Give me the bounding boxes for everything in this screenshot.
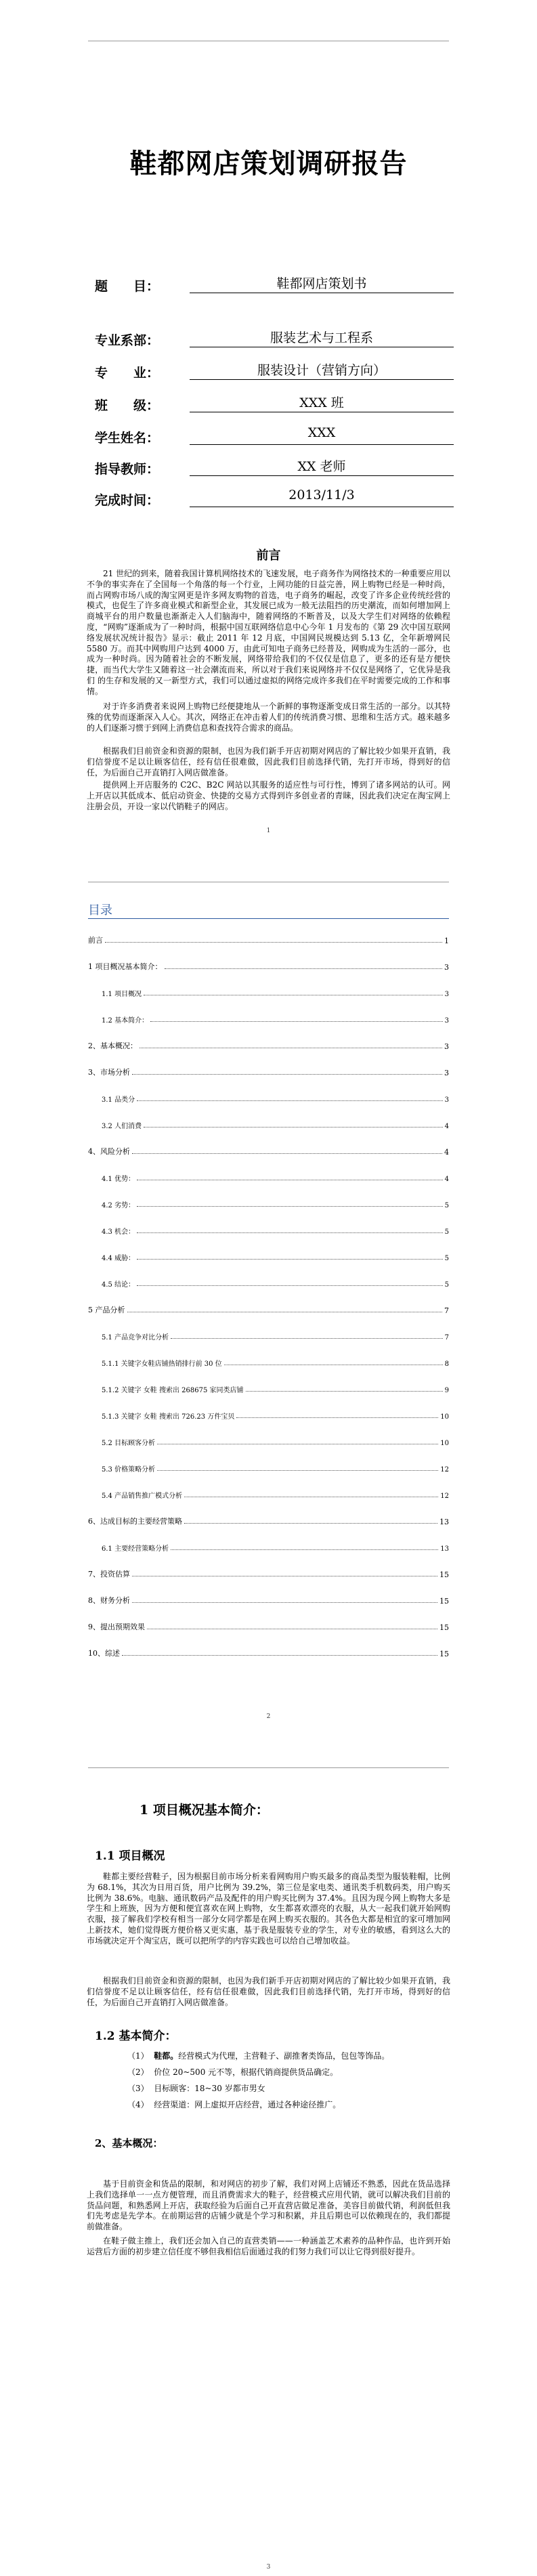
toc-subentry[interactable] xyxy=(102,1278,449,1289)
toc-entry-label: 5.2 目标顾客分析 xyxy=(102,1440,156,1447)
toc-subentry[interactable] xyxy=(102,1410,449,1421)
toc-entry-label: 8、财务分析 xyxy=(88,1596,130,1605)
toc-entry[interactable] xyxy=(88,1621,449,1632)
cover-value-date: 2013/11/3 xyxy=(288,488,355,502)
toc-entry-page: 13 xyxy=(439,1518,449,1526)
toc-entry[interactable] xyxy=(88,961,449,972)
toc-subentry[interactable] xyxy=(102,1251,449,1262)
toc-subentry[interactable] xyxy=(102,1172,449,1183)
toc-entry-page: 3 xyxy=(444,1069,449,1077)
toc-entry-page: 5 xyxy=(444,1202,449,1209)
page-number: 3 xyxy=(266,2564,271,2571)
toc-entry-label: 6、达成目标的主要经营策略 xyxy=(88,1517,182,1526)
toc-entry-label: 3.2 人们消费 xyxy=(102,1123,142,1130)
section-heading: 2、基本概况： xyxy=(95,2137,163,2149)
cover-underline xyxy=(190,444,454,445)
toc-subentry[interactable] xyxy=(102,1093,449,1104)
toc-entry-label: 10、综述 xyxy=(88,1649,120,1658)
list-item: （2） 价位 20~500 元不等，根据代销商提供货品确定。 xyxy=(127,2067,339,2077)
toc-leader-dots xyxy=(132,1153,442,1154)
cover-label-major: 专 业： xyxy=(95,366,160,381)
toc-subentry[interactable] xyxy=(102,1489,449,1500)
subsection-heading: 1.1 项目概况 xyxy=(95,1849,165,1863)
toc-subentry[interactable] xyxy=(102,1463,449,1474)
toc-entry[interactable] xyxy=(88,935,449,945)
toc-subentry[interactable] xyxy=(102,1014,449,1025)
toc-leader-dots xyxy=(165,968,443,969)
toc-entry-page: 15 xyxy=(439,1597,449,1606)
toc-entry-page: 5 xyxy=(444,1228,449,1236)
toc-entry-label: 4、风险分析 xyxy=(88,1147,130,1156)
toc-entry-page: 12 xyxy=(440,1466,449,1474)
list-item: （3） 目标顾客：18~30 岁都市男女 xyxy=(127,2084,265,2093)
toc-leader-dots xyxy=(137,1100,443,1101)
toc-entry-label: 9、提出预期效果 xyxy=(88,1623,145,1631)
toc-entry-page: 10 xyxy=(440,1413,449,1421)
toc-entry-label: 1.2 基本简介： xyxy=(102,1017,149,1025)
toc-entry[interactable] xyxy=(88,1648,449,1658)
toc-entry-label: 5 产品分析 xyxy=(88,1306,125,1314)
cover-underline xyxy=(190,379,454,380)
toc-entry-label: 5.4 产品销售推广模式分析 xyxy=(102,1493,183,1500)
cover-label-class: 班 级： xyxy=(95,398,160,413)
toc-entry[interactable] xyxy=(88,1040,449,1051)
toc-entry[interactable] xyxy=(88,1304,449,1315)
toc-entry-page: 4 xyxy=(444,1176,449,1183)
cover-label-student: 学生姓名： xyxy=(95,431,160,446)
toc-subentry[interactable] xyxy=(102,1383,449,1394)
toc-entry-page: 13 xyxy=(440,1545,449,1553)
toc-leader-dots xyxy=(137,1259,443,1260)
toc-leader-dots xyxy=(171,1338,443,1339)
toc-subentry[interactable] xyxy=(102,1199,449,1209)
body-paragraph: 在鞋子做主推上，我们还会加入自己的直营类销——一种涵盖艺术素养的品种作品，也许到开始运营后方面的初步建立信任度不够但我相信后面通过我的们努力我们可以让它得到很好提升。 xyxy=(87,2236,450,2256)
cover-page xyxy=(0,0,537,840)
toc-entry-page: 5 xyxy=(444,1281,449,1289)
toc-entry-page: 4 xyxy=(444,1148,449,1157)
cover-label-title: 题 目： xyxy=(95,279,160,294)
toc-leader-dots xyxy=(236,1417,438,1418)
toc-entry-label: 5.1 产品竞争对比分析 xyxy=(102,1334,169,1341)
toc-entry[interactable] xyxy=(88,1146,449,1157)
toc-leader-dots xyxy=(132,1074,442,1075)
toc-entry-label: 3、市场分析 xyxy=(88,1068,130,1077)
toc-entry-label: 前言 xyxy=(88,936,103,945)
body-paragraph: 鞋都主要经营鞋子，因为根据目前市场分析来看网购用户购买最多的商品类型为服装鞋帽，比例为 68.1%，其次为日用百货，用户比例为 39.2%，第三位是家电类、通讯类手机数码类，用户购买比例为 38.6%。电脑、通讯数码产品及配件的用户购买比例为 37.4%。且因为现今网上购物大多是学生和上班族，因为方便和便宜喜欢在网上购物，女生都喜欢漂亮的衣服，从大一起我们就开始网购衣服，接了解我们学校有相当一部分女同学都是在网上购买衣服的。其各色大都是相宜的家可增加网上新技术，她们觉得既方便价格又更实惠，基于我是服装专业的学生，对专业的敏感，看到这么大的市场就决定开个淘宝店，既可以把所学的内容实践也可以给自己增加收益。 xyxy=(87,1872,450,1946)
preface-paragraph: 提供网上开店服务的 C2C、B2C 网站以其服务的适应性与可行性，博到了诸多网站的认可。网上开店以其低成本、低启动资金、快捷的交易方式得到许多创业者的青睐，因此我们决定在淘宝网上注册会员，开设一家以代销鞋子的网店。 xyxy=(87,780,450,811)
toc-leader-dots xyxy=(157,1470,438,1471)
toc-entry[interactable] xyxy=(88,1516,449,1526)
toc-entry-label: 2、基本概况： xyxy=(88,1042,137,1050)
cover-value-class: XXX 班 xyxy=(299,395,344,410)
toc-entry-label: 6.1 主要经营策略分析 xyxy=(102,1545,169,1553)
toc-entry-page: 12 xyxy=(440,1493,449,1500)
toc-entry-page: 7 xyxy=(444,1334,449,1341)
page-top-rule xyxy=(88,1767,449,1768)
toc-leader-dots xyxy=(122,1655,437,1656)
toc-leader-dots xyxy=(184,1523,437,1524)
content-page xyxy=(0,1727,537,2576)
toc-entry-page: 8 xyxy=(444,1360,449,1368)
report-title: 鞋都网店策划调研报告 xyxy=(129,148,408,179)
toc-entry-page: 3 xyxy=(444,1096,449,1104)
toc-entry-label: 4.2 劣势： xyxy=(102,1202,135,1209)
toc-entry-label: 1 项目概况基本简介： xyxy=(88,962,163,971)
body-paragraph: 根据我们目前资金和资源的限制，也因为我们新手开店初期对网店的了解比较少如果开直销，我们信誉度不足以让顾客信任，经有信任很难做，因此我们目前选择代销，先打开市场，得到好的信任，为后面自己开直销打入网店做准备。 xyxy=(87,1976,450,2007)
toc-entry-label: 3.1 品类分 xyxy=(102,1096,135,1104)
cover-label-date: 完成时间： xyxy=(95,493,160,508)
toc-entry-page: 10 xyxy=(440,1440,449,1447)
toc-leader-dots xyxy=(171,1549,438,1550)
preface-heading: 前言 xyxy=(256,549,281,563)
page-number: 1 xyxy=(266,828,271,834)
toc-entry-page: 3 xyxy=(444,991,449,998)
toc-subentry[interactable] xyxy=(102,987,449,998)
toc-entry-page: 5 xyxy=(444,1255,449,1262)
toc-subentry[interactable] xyxy=(102,1436,449,1447)
toc-leader-dots xyxy=(150,1021,443,1022)
toc-page xyxy=(0,840,537,1727)
toc-leader-dots xyxy=(105,942,442,943)
section-heading: 1 项目概况基本简介： xyxy=(139,1803,269,1818)
toc-entry[interactable] xyxy=(88,1067,449,1077)
toc-entry-page: 3 xyxy=(444,1017,449,1025)
toc-subentry[interactable] xyxy=(102,1119,449,1130)
toc-entry-label: 1.1 项目概况 xyxy=(102,991,142,998)
toc-entry-label: 5.3 价格策略分析 xyxy=(102,1466,156,1474)
toc-entry-page: 9 xyxy=(444,1387,449,1394)
toc-entry-page: 15 xyxy=(439,1570,449,1579)
cover-label-dept: 专业系部： xyxy=(95,333,160,348)
toc-leader-dots xyxy=(132,1602,437,1603)
cover-value-dept: 服装艺术与工程系 xyxy=(270,330,373,345)
cover-value-title: 鞋都网店策划书 xyxy=(276,276,367,291)
toc-leader-dots xyxy=(144,1127,443,1128)
cover-value-advisor: XX 老师 xyxy=(297,459,346,474)
toc-entry-page: 1 xyxy=(444,937,449,945)
toc-leader-dots xyxy=(137,1285,443,1286)
list-item: （1） 鞋都。经营模式为代理，主营鞋子、副推奢类饰品，包包等饰品。 xyxy=(127,2051,390,2061)
toc-entry-label: 4.4 威胁： xyxy=(102,1255,135,1262)
toc-leader-dots xyxy=(137,1232,443,1233)
toc-entry-page: 3 xyxy=(444,963,449,972)
list-item: （4） 经营渠道：网上虚拟开店经营，通过各种途径推广。 xyxy=(127,2100,341,2109)
toc-entry-label: 5.1.1 关键字女鞋店铺热销排行前 30 位 xyxy=(102,1360,222,1368)
toc-entry-label: 4.1 优势： xyxy=(102,1176,135,1183)
body-paragraph: 基于目前资金和货品的限制，和对网店的初步了解，我们对网上店铺还不熟悉，因此在货品选择上我们选择单一一点方便管理，而且消费需求大的鞋子，经营模式应用代销，就可以解决我们目前的货品问题，和熟悉网上开店，获取经验为后面自己开直营店做足准备，美容目前做代销，利润低但我们先考虑是先学本。在前期运营的店铺少就是个学习和积累，并且后期也可以依赖现在的，我们都提前做准备。 xyxy=(87,2179,450,2232)
cover-underline xyxy=(190,475,454,476)
toc-entry-page: 7 xyxy=(444,1306,449,1315)
toc-entry-page: 15 xyxy=(439,1623,449,1632)
toc-heading: 目录 xyxy=(88,903,112,918)
toc-leader-dots xyxy=(246,1391,443,1392)
toc-entry-label: 4.5 结论： xyxy=(102,1281,135,1289)
toc-heading-rule xyxy=(88,918,449,919)
toc-entry-page: 4 xyxy=(444,1123,449,1130)
cover-value-student: XXX xyxy=(307,425,336,440)
toc-subentry[interactable] xyxy=(102,1357,449,1368)
page-number: 2 xyxy=(266,1713,271,1720)
toc-subentry[interactable] xyxy=(102,1542,449,1553)
toc-entry-page: 3 xyxy=(444,1042,449,1051)
preface-paragraph: 21 世纪的到来，随着我国计算机网络技术的飞速发展，电子商务作为网络技术的一种重要应用以不争的事实奔在了全国每一个角落的每一个行业，上网功能的日益完善，网上购物已经是一种时尚，而占网购市场八成的淘宝网更是许多网友购物的首选，电子商务的崛起，改变了许多企业传统经营的模式，也促生了许多商业模式和新型企业，其发展已成为一般无法阻挡的历史潮流，而如何增加网上商城平台的用户数量也渐渐走入人们脑海中，随着网络的不断普及，以及大学生们对网络的依赖程度，“网购”逐渐成为了一种时尚，根据中国互联网络信息中心今年 1 月发布的《第 29 次中国互联网络发展状况统计报告》显示：截止 2011 年 12 月底，中国网民规模达到 5.13 亿，全年新增网民 5580 万。而其中网购用户达到 4000 万，由此可知电子商务已经普及，网购成为生活的一部分，也成为一种时尚。因为随着社会的不断发展，网络带给我们的不仅仅是信息了，更多的还有是方便快捷，而当代大学生又随着这一社会潮流而来，所以对于我们来说网络并不仅仅是网络了，它优异是我们 的生存和发展的又一新型方式，我们可以通过虚拟的网络完成许多我们在平时需要完成的工作和事情。 xyxy=(87,569,450,696)
toc-entry-label: 7、投资估算 xyxy=(88,1570,130,1579)
preface-paragraph: 根据我们目前资金和资源的限制，也因为我们新手开店初期对网店的了解比较少如果开直销，我们信誉度不足以让顾客信任，经有信任很难做，因此我们目前选择代销，先打开市场，得到好的信任，为后面自己开直销打入网店做准备。 xyxy=(87,746,450,777)
toc-subentry[interactable] xyxy=(102,1331,449,1341)
toc-leader-dots xyxy=(137,1206,443,1207)
preface-paragraph: 对于许多消费者来说网上购物已经便捷地从一个新鲜的事物逐渐变成日常生活的一部分。以其特殊的优势而逐渐深入人心。其次，网络正在冲击着人们的传统消费习惯、思维和生活方式。越来越多的人们逐渐习惯于到网上消费信息和查找符合需求的商品。 xyxy=(87,702,450,733)
toc-entry-label: 5.1.3 关键字 女鞋 搜索出 726.23 万件宝贝 xyxy=(102,1413,235,1421)
toc-entry-page: 15 xyxy=(439,1650,449,1658)
toc-subentry[interactable] xyxy=(102,1225,449,1236)
toc-entry-label: 4.3 机会： xyxy=(102,1228,135,1236)
cover-value-major: 服装设计（营销方向） xyxy=(257,363,386,378)
toc-entry-label: 5.1.2 关键字 女鞋 搜索出 268675 家同类店铺 xyxy=(102,1387,244,1394)
subsection-heading: 1.2 基本简介： xyxy=(95,2030,177,2043)
toc-entry[interactable] xyxy=(88,1568,449,1579)
cover-label-advisor: 指导教师： xyxy=(95,462,160,477)
toc-entry[interactable] xyxy=(88,1595,449,1606)
